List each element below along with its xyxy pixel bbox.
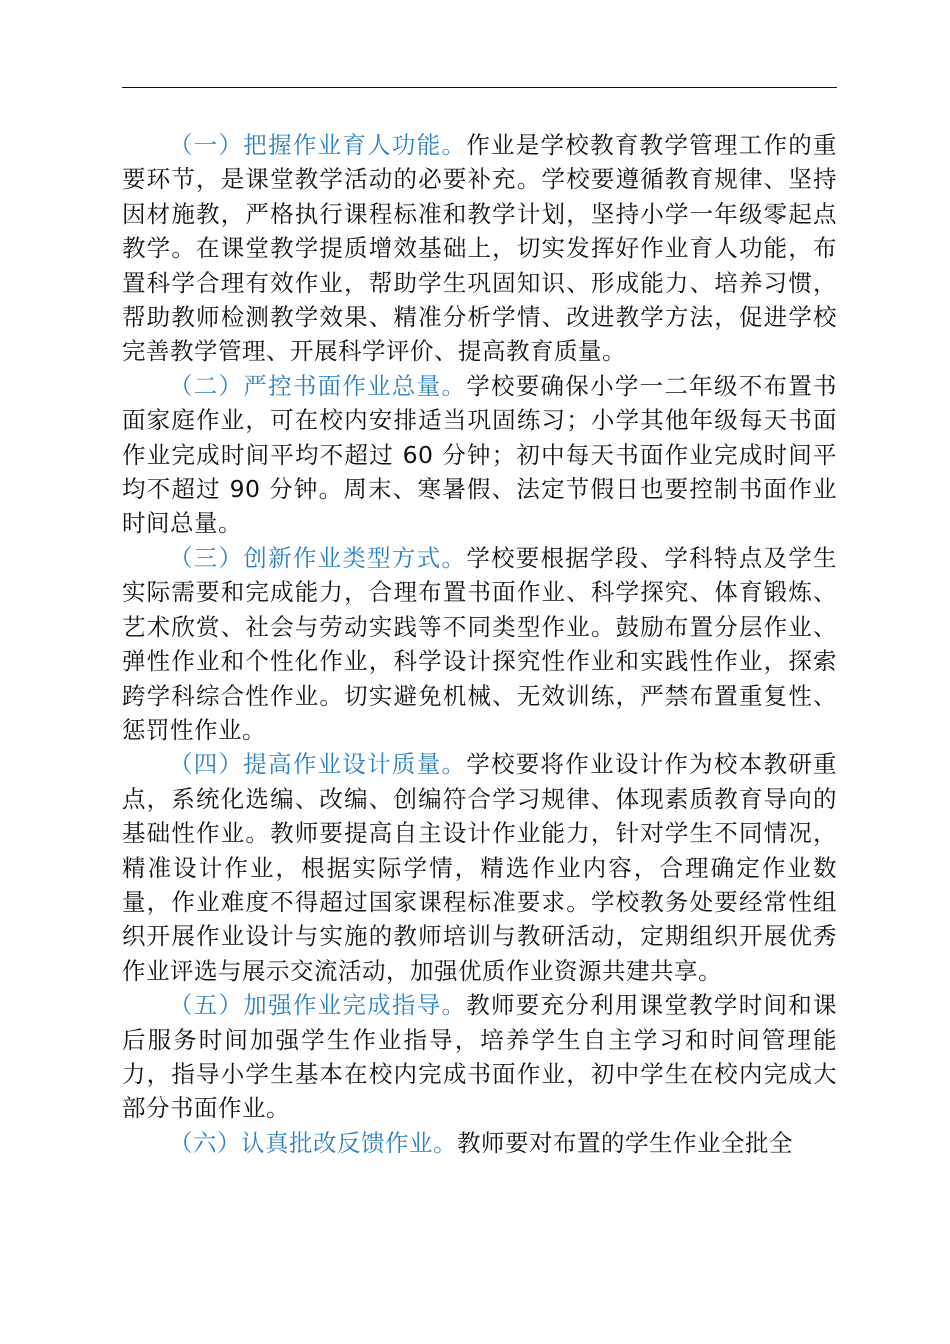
paragraph-4-text: 学校要将作业设计作为校本教研重点，系统化选编、改编、创编符合学习规律、体现素质教育导向的基础性作业。教师要提高自主设计作业能力，针对学生不同情况，精准设计作业，根据实际学情，精选作业内容，合理确定作业数量，作业难度不得超过国家课程标准要求。学校教务处要经常性组织开展作业设计与实施的教师培训与教研活动，定期组织开展优秀作业评选与展示交流活动，加强优质作业资源共建共享。 [122, 750, 838, 985]
paragraph-2-text: 学校要确保小学一二年级不布置书面家庭作业，可在校内安排适当巩固练习；小学其他年级每天书面作业完成时间平均不超过 60 分钟；初中每天书面作业完成时间平均不超过 90 分钟。周末、寒暑假、法定节假日也要控制书面作业时间总量。 [122, 371, 838, 538]
paragraph-6-heading: （六）认真批改反馈作业。 [169, 1128, 457, 1157]
paragraph-5 [122, 988, 837, 1126]
paragraph-3 [122, 541, 837, 747]
paragraph-1 [122, 128, 837, 369]
paragraph-3-heading: （三）创新作业类型方式。 [169, 543, 467, 572]
paragraph-2 [122, 369, 837, 541]
paragraph-4 [122, 747, 837, 988]
paragraph-1-text: 作业是学校教育教学管理工作的重要环节，是课堂教学活动的必要补充。学校要遵循教育规律、坚持因材施教，严格执行课程标准和教学计划，坚持小学一年级零起点教学。在课堂教学提质增效基础上，切实发挥好作业育人功能，布置科学合理有效作业，帮助学生巩固知识、形成能力、培养习惯，帮助教师检测教学效果、精准分析学情、改进教学方法，促进学校完善教学管理、开展科学评价、提高教育质量。 [122, 131, 838, 366]
paragraph-3-text: 学校要根据学段、学科特点及学生实际需要和完成能力，合理布置书面作业、科学探究、体育锻炼、艺术欣赏、社会与劳动实践等不同类型作业。鼓励布置分层作业、弹性作业和个性化作业，科学设计探究性作业和实践性作业，探索跨学科综合性作业。切实避免机械、无效训练，严禁布置重复性、惩罚性作业。 [122, 543, 838, 744]
paragraph-6 [122, 1126, 837, 1160]
header-rule [122, 87, 837, 88]
paragraph-2-heading: （二）严控书面作业总量。 [169, 371, 467, 400]
paragraph-6-text: 教师要对布置的学生作业全批全 [457, 1128, 793, 1157]
paragraph-1-heading: （一）把握作业育人功能。 [169, 131, 467, 159]
paragraph-4-heading: （四）提高作业设计质量。 [169, 750, 467, 779]
paragraph-5-text: 教师要充分利用课堂教学时间和课后服务时间加强学生作业指导，培养学生自主学习和时间管理能力，指导小学生基本在校内完成书面作业，初中学生在校内完成大部分书面作业。 [122, 991, 838, 1123]
paragraph-5-heading: （五）加强作业完成指导。 [169, 991, 467, 1020]
document-body [122, 128, 837, 1160]
